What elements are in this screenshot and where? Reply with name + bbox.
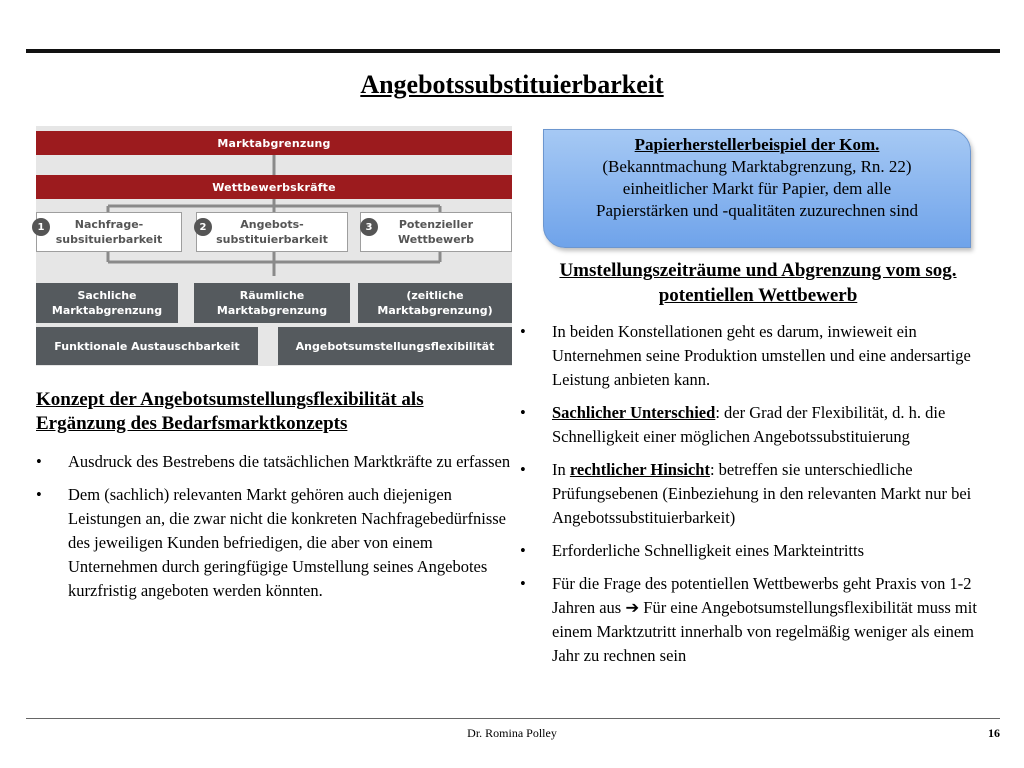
dark-line2: Marktabgrenzung) [377,304,493,317]
page-number: 16 [988,726,1000,740]
bullet-label: rechtlicher Hinsicht [569,460,710,479]
bullet-text: Erforderliche Schnelligkeit eines Markteintritts [552,541,865,560]
box-line1: Potenzieller [398,218,474,231]
number-badge-3: 3 [360,218,378,236]
dark-line2: Marktabgrenzung [51,304,163,317]
footer-author: Dr. Romina Polley [467,726,557,740]
callout-line3: Papierstärken und -qualitäten zuzurechnen sind [596,201,918,220]
box-line1: Nachfrage- [74,218,144,231]
bar-wettbewerbskraefte: Wettbewerbskräfte [36,175,512,199]
list-item [520,320,1000,392]
list-item [520,401,1000,449]
bullet-marker: • [520,403,526,422]
left-heading-line1: Konzept der Angebotsumstellungsflexibilität als [36,389,424,410]
right-heading [516,258,1000,308]
number-badge-2: 2 [194,218,212,236]
callout-line1: (Bekanntmachung Marktabgrenzung, Rn. 22) [602,157,912,176]
dark-line1: Räumliche [239,289,305,302]
bullet-marker: • [36,485,42,504]
dark-line1: (zeitliche [406,289,464,302]
callout-title: Papierherstellerbeispiel der Kom. [634,135,880,154]
bullet-marker: • [520,322,526,341]
bullet-text: Für eine Angebotsumstellungsflexibilität muss mit einem Marktzutritt innerhalb von regelmäßig weniger als einem Jahr zu rechnen sein [552,598,977,665]
list-item [36,450,516,474]
box-nachfrage [36,212,182,252]
dark-box-angebotsumstellung: Angebotsumstellungsflexibilität [278,327,512,365]
right-heading-line2: potentiellen Wettbewerb [658,285,858,306]
right-heading-line1: Umstellungszeiträume und Abgrenzung vom sog. [559,260,957,281]
bullet-marker: • [520,541,526,560]
dark-line2: Marktabgrenzung [216,304,328,317]
bullet-marker: • [520,460,526,479]
bullet-text: Ausdruck des Bestrebens die tatsächlichen Marktkräfte zu erfassen [68,452,511,471]
dark-box-funktionale: Funktionale Austauschbarkeit [36,327,258,365]
bar-marktabgrenzung: Marktabgrenzung [36,131,512,155]
box-angebots [196,212,348,252]
bullet-label: Sachlicher Unterschied [552,403,716,422]
left-heading [36,388,516,436]
box-potenzieller [360,212,512,252]
top-rule [26,49,1000,53]
bullet-text: : der Grad der Flexibilität, d. h. die Schnelligkeit einer möglichen Angebotssubstituierung [552,403,946,446]
list-item [520,572,1000,668]
box-line2: Wettbewerb [398,233,474,246]
footer-rule [26,718,1000,719]
arrow-right-icon: ➔ [625,598,640,617]
bullet-text: : betreffen sie unterschiedliche Prüfungsebenen (Einbeziehung in den relevanten Markt nur bei Angebotssubstituierbarkeit) [552,460,972,527]
bullet-marker: • [36,452,42,471]
list-item [520,458,1000,530]
bullet-prefix: Für die Frage des potentiellen Wettbewerbs geht Praxis von 1-2 Jahren aus [552,574,972,617]
market-definition-diagram [36,126,512,366]
number-badge-1: 1 [32,218,50,236]
box-line1: Angebots- [240,218,304,231]
box-line2: substituierbarkeit [216,233,328,246]
left-bullet-list [36,450,516,612]
paper-example-callout [543,129,971,248]
callout-line2: einheitlicher Markt für Papier, dem alle [622,179,892,198]
bullet-text: In beiden Konstellationen geht es darum, inwieweit ein Unternehmen seine Produktion umstellen und eine andersartige Leistung anbieten kann. [552,322,971,389]
box-line2: subsituierbarkeit [55,233,163,246]
list-item [520,539,1000,563]
slide-title: Angebotssubstituierbarkeit [360,70,664,99]
dark-box-sachliche [36,283,178,323]
bullet-text: Dem (sachlich) relevanten Markt gehören auch diejenigen Leistungen an, die zwar nicht die konkreten Nachfragebedürfnisse des jeweiligen Kunden befriedigen, die aber von einem Unternehmen durch geringfügige Umstellung seines Angebotes kurzfristig angeboten werden könnten. [68,485,506,600]
bullet-marker: • [520,574,526,593]
left-heading-line2: Ergänzung des Bedarfsmarktkonzepts [36,413,348,434]
bullet-prefix: In [552,460,570,479]
dark-box-raeumliche [194,283,350,323]
dark-box-zeitliche [358,283,512,323]
right-bullet-list [520,320,1000,677]
list-item [36,483,516,603]
dark-line1: Sachliche [77,289,137,302]
